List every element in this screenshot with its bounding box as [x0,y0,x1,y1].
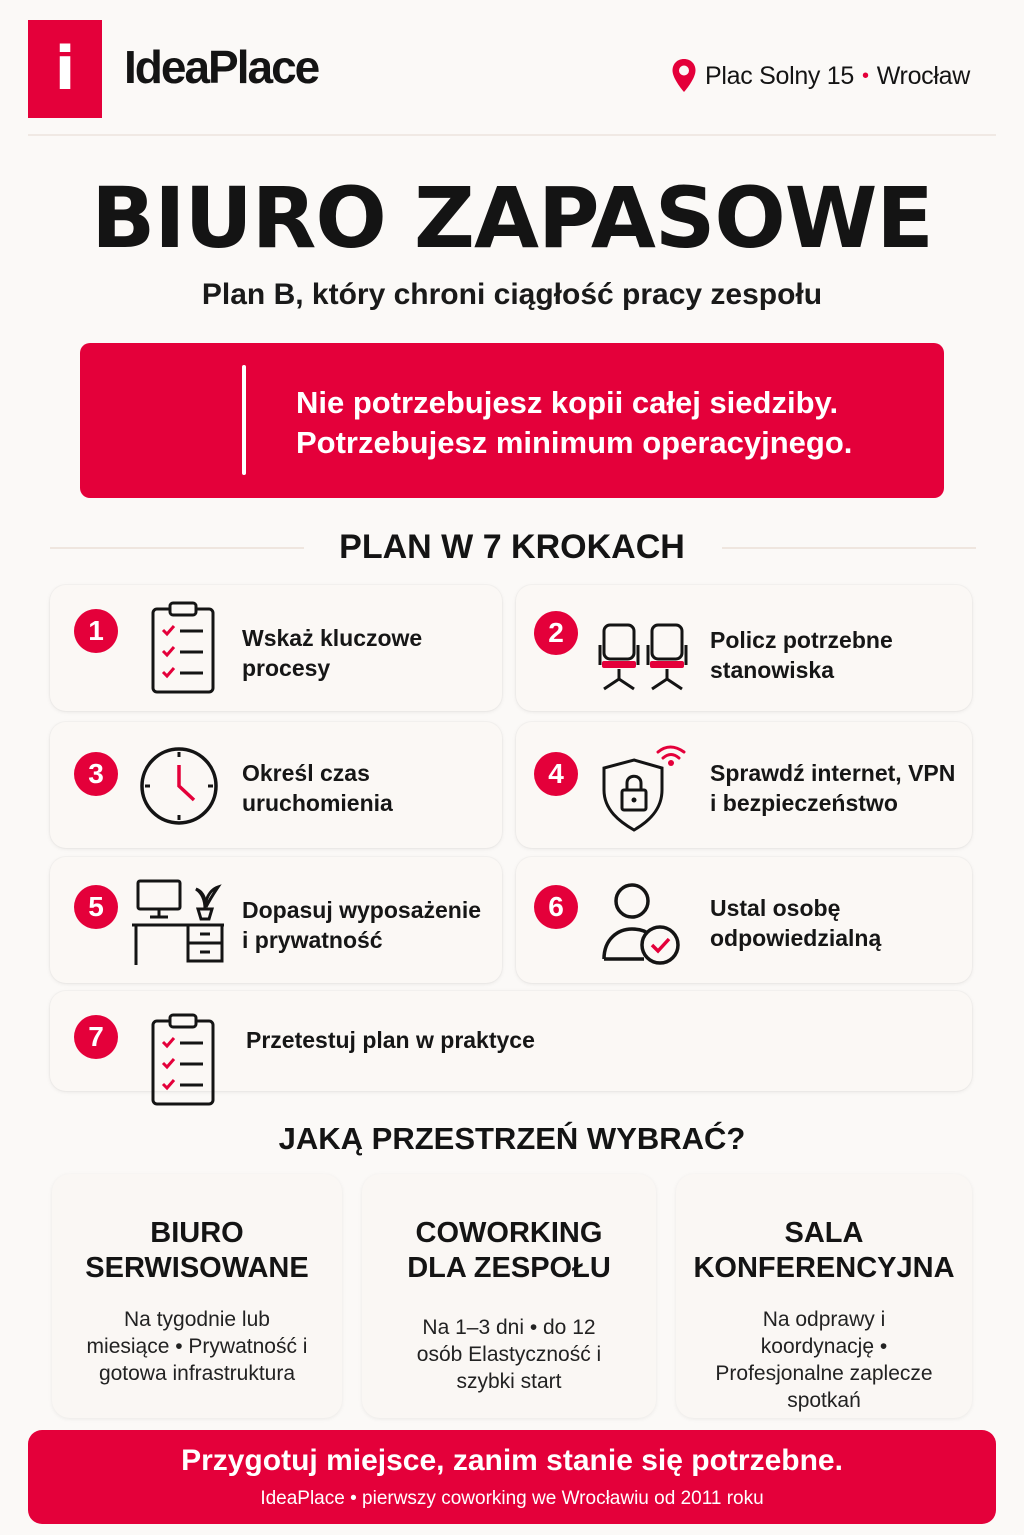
space-option-serviced-office[interactable] [52,1174,342,1418]
step-label: Przetestuj plan w praktyce [246,1027,535,1053]
brand-name: IdeaPlace [124,41,319,93]
step-card-2 [516,585,972,711]
space-option-title: BIURO SERWISOWANE [85,1217,309,1284]
step-label: Określ czas uruchomienia [242,760,393,816]
step-card-6 [516,857,972,983]
banner-text [296,383,852,463]
checklist-icon [150,601,216,695]
step-number: 6 [534,885,578,929]
space-option-team-coworking[interactable] [362,1174,656,1418]
space-option-description: Na odprawy i koordynację • Profesjonalne zaplecze spotkań [715,1308,933,1412]
logo-letter: i [54,34,76,104]
spaces-section-title: JAKĄ PRZESTRZEŃ WYBRAĆ? [278,1121,746,1156]
space-option-title: COWORKING DLA ZESPOŁU [407,1217,611,1284]
step-label: Dopasuj wyposażenie i prywatność [242,897,482,953]
step-label: Wskaż kluczowe procesy [242,625,423,681]
footer-tagline: IdeaPlace • pierwszy coworking we Wrocławiu od 2011 roku [260,1488,764,1509]
banner-accent-bar [242,365,246,475]
header-divider [28,134,996,136]
page-title: BIURO ZAPASOWE [91,169,933,267]
step-label: Sprawdź internet, VPN i bezpieczeństwo [710,760,956,816]
step-number: 7 [74,1015,118,1059]
location [671,58,970,94]
logo[interactable] [28,20,102,118]
footer-headline: Przygotuj miejsce, zanim stanie się potrzebne. [181,1444,843,1477]
space-option-description: Na tygodnie lub miesiące • Prywatność i gotowa infrastruktura [86,1308,308,1385]
step-card-7 [50,991,972,1091]
shield-lock-wifi-icon [600,738,692,834]
location-street: Plac Solny 15 [705,61,854,90]
step-label: Ustal osobę odpowiedzialną [710,895,882,951]
banner-line-2: Potrzebujesz minimum operacyjnego. [296,425,853,460]
step-card-3 [50,722,502,848]
map-pin-icon [671,58,697,94]
key-message-banner [80,343,944,498]
step-card-1 [50,585,502,711]
desk-workstation-icon [130,877,226,969]
banner-line-1: Nie potrzebujesz kopii całej siedziby. [296,385,839,420]
space-option-title: SALA KONFERENCYJNA [693,1217,955,1284]
step-number: 1 [74,609,118,653]
location-city: Wrocław [876,61,970,90]
steps-section-title: PLAN W 7 KROKACH [339,528,685,566]
step-card-5 [50,857,502,983]
office-chairs-icon [596,623,692,693]
clock-icon [138,742,220,828]
step-card-4 [516,722,972,848]
space-option-description: Na 1–3 dni • do 12 osób Elastyczność i szybki start [416,1316,602,1393]
step-number: 5 [74,885,118,929]
person-check-icon [600,881,684,967]
page-subtitle: Plan B, który chroni ciągłość pracy zespołu [201,278,823,311]
step-number: 4 [534,752,578,796]
step-number: 2 [534,611,578,655]
footer-banner [28,1430,996,1524]
location-separator: • [862,64,869,87]
step-number: 3 [74,752,118,796]
step-label: Policz potrzebne stanowiska [710,627,893,683]
space-option-conference-room[interactable] [676,1174,972,1418]
checklist-icon [150,1013,216,1107]
